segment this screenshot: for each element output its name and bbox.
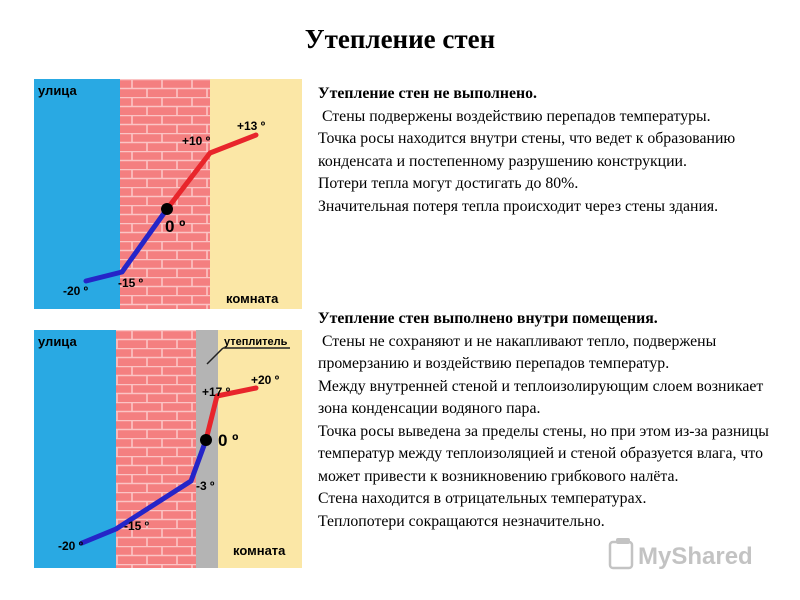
room-label: комната (233, 543, 286, 558)
description-line: Точка росы находится внутри стены, что ведет к образованию конденсата и постепенному разрушению конструкции. (318, 130, 736, 170)
description-line: Стена находится в отрицательных температурах. (318, 490, 647, 507)
temp-label-room: +13 º (237, 119, 266, 133)
diagram-no-insulation (34, 79, 302, 309)
temp-label-wall-inner: -3 º (196, 479, 215, 493)
temp-label-room: +20 º (251, 373, 280, 387)
description-line: Теплопотери сокращаются незначительно. (318, 512, 605, 530)
temp-label-dew-point: 0 º (218, 431, 239, 450)
insulation-label: утеплитель (224, 336, 288, 348)
description-line: Значительная потеря тепла происходит через стены здания. (318, 197, 719, 215)
description-heading: Утепление стен выполнено внутри помещения. (318, 310, 658, 327)
temp-label-outside: -20 º (63, 284, 89, 298)
temp-label-outside: -20 º (58, 539, 84, 553)
description-inner-insulation (318, 308, 792, 533)
description-heading: Утепление стен не выполнено. (318, 85, 537, 102)
temp-label-insulation-inner: +17 º (202, 385, 231, 399)
insulation-layer (196, 330, 218, 568)
temp-label-wall-outer: -15 º (118, 276, 144, 290)
description-line: Потери тепла могут достигать до 80%. (318, 175, 579, 192)
diagram-inner-insulation (34, 330, 302, 568)
temp-label-dew-point: 0 º (165, 217, 186, 236)
watermark-text: MyShared (638, 543, 753, 570)
dew-point-marker (200, 434, 212, 446)
brick-wall (120, 79, 210, 309)
dew-point-marker (161, 203, 173, 215)
watermark-logo (608, 534, 768, 574)
room-label: комната (226, 291, 279, 306)
page-title: Утепление стен (304, 24, 496, 54)
description-line: Стены не сохраняют и не накапливают тепло, подвержены промерзанию и воздействию перепадов температур. (318, 332, 721, 372)
room-zone (210, 79, 302, 309)
description-line: Стены подвержены воздействию перепадов температуры. (318, 107, 711, 125)
outside-label: улица (38, 83, 77, 98)
description-no-insulation (318, 83, 792, 218)
temp-label-wall-outer: -15 º (124, 519, 150, 533)
temp-label-wall-inner: +10 º (182, 134, 211, 148)
outside-label: улица (38, 334, 77, 349)
description-line: Точка росы выведена за пределы стены, но при этом из-за разницы температур между теплоизоляцией и стеной образуется влага, что может привести к возникновению грибкового налёта. (318, 422, 769, 485)
description-line: Между внутренней стеной и теплоизолирующим слоем возникает зона конденсации водяного пара. (318, 377, 764, 417)
